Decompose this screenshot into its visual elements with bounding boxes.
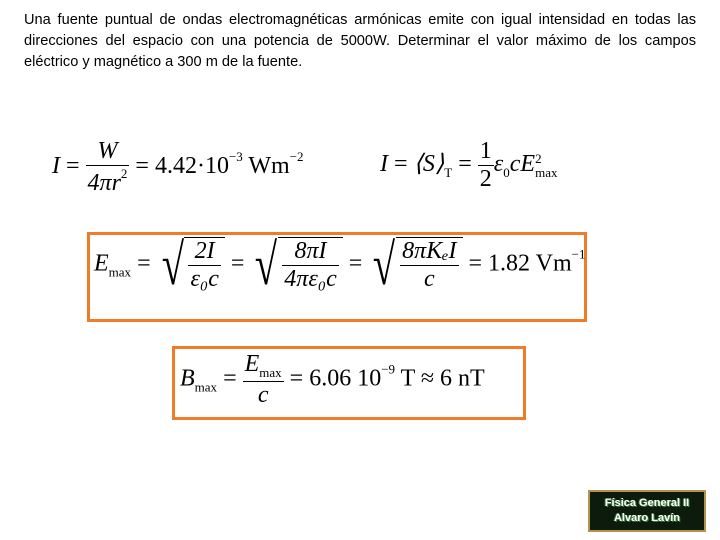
eq4-result: 6.06 10 (309, 365, 382, 392)
eq1-den-exponent: 2 (120, 166, 128, 181)
eq1-fraction (86, 138, 130, 197)
eq2-bracket-sub: T (444, 165, 453, 181)
eq2-epsilon-sub: 0 (503, 165, 510, 181)
eq4-numerator: E (244, 351, 260, 377)
logo-line-2: Alvaro Lavín (613, 512, 681, 524)
emax-equation: $E_{max}$ = √ $\frac{2I}{\text{ε₀c}}$ = √ $\frac{8\pi I}{\text{4πε₀c}}$ = √ $\frac{\text{8πKₑI}}{c}$ = 1.82 $Vm^{-1}$ (94, 232, 586, 297)
eq1-result: 4.42·10 (154, 153, 229, 180)
eq4-lhs: B (180, 365, 195, 392)
eq3-root1-den: ε₀c (190, 266, 219, 292)
course-logo (588, 490, 706, 532)
eq2-epsilon: ε (493, 151, 504, 178)
eq3-lhs-sub: max (108, 264, 132, 280)
eq4-fraction (243, 351, 284, 409)
problem-statement: Una fuente puntual de ondas electromagnéticas armónicas emite con igual intensidad en todas las direcciones del espacio con una potencia de 5000W. Determinar el valor máximo de los campos eléctrico y magnético a 300 m de la fuente. (24, 12, 696, 70)
eq3-result: 1.82 Vm (488, 250, 572, 277)
eq2-denominator: 2 (479, 166, 492, 192)
eq4-numerator-sub: max (259, 365, 282, 380)
eq2-E-exponent: 2 (535, 150, 542, 166)
eq2-E: E (520, 151, 536, 178)
eq4-denominator: c (257, 382, 269, 408)
eq3-root3-num: 8πKₑI (402, 238, 457, 264)
eq4-result-unit: T ≈ 6 nT (400, 365, 485, 392)
eq1-lhs: I (52, 153, 60, 180)
eq2-fraction (478, 138, 494, 193)
eq3-root-1: √ $\frac{2I}{\text{ε₀c}}$ (157, 236, 225, 294)
intensity-poynting-equation: $I = ⟨S⟩_T$ = $\frac{1}{2}$ $\varepsilon_0cE$ 2 max (380, 138, 558, 192)
eq1-unit-exponent: −2 (289, 149, 304, 165)
eq4-result-exponent: −9 (381, 361, 396, 377)
eq2-c: c (509, 151, 521, 178)
eq3-root-2: √ $\frac{8\pi I}{\text{4πε₀c}}$ (250, 236, 342, 294)
bmax-equation: $B_{max}$ = $\frac{E_{max}}{c}$ = 6.06 $10^{-9}$ T ≈ 6 nT (180, 351, 485, 408)
eq4-lhs-sub: max (194, 379, 218, 395)
intensity-equation: I = $\frac{W}{4\pi r^2}$ = $4.42\cdot 10^{-3}$ $Wm^{-2}$ (52, 138, 304, 196)
eq2-lhs: I (380, 151, 388, 178)
logo-line-1: Física General II (604, 497, 690, 509)
eq3-root2-den: 4πε₀c (284, 266, 337, 292)
eq2-E-sub: max (535, 164, 558, 180)
eq2-numerator: 1 (479, 138, 492, 164)
eq1-result-exponent: −3 (228, 149, 243, 165)
eq1-numerator: W (97, 138, 118, 164)
eq1-unit: Wm (248, 153, 290, 180)
eq3-lhs: E (94, 250, 109, 277)
eq3-root1-num: 2I (194, 238, 215, 264)
eq3-root2-num: 8πI (294, 238, 327, 264)
eq3-root3-den: c (424, 266, 435, 292)
eq2-bracket: ⟨S⟩ (413, 151, 445, 178)
eq3-root-3: √ $\frac{\text{8πKₑI}}{c}$ (368, 236, 462, 294)
eq1-denominator: 4πr (87, 170, 121, 196)
eq3-result-exponent: −1 (571, 246, 586, 262)
